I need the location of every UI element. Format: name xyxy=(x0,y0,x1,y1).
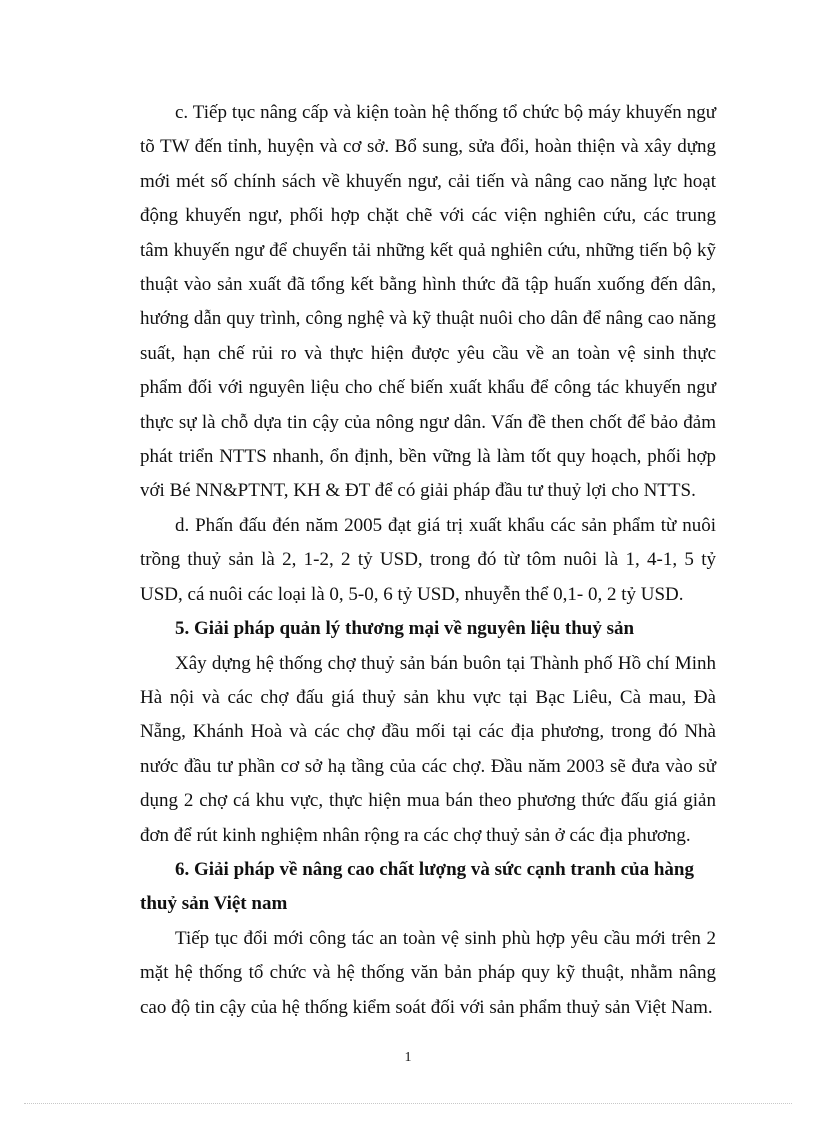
paragraph-section-5: Xây dựng hệ thống chợ thuỷ sản bán buôn tại Thành phố Hồ chí Minh Hà nội và các chợ đấu giá thuỷ sản khu vực tại Bạc Liêu, Cà mau, Đà Nẵng, Khánh Hoà và các chợ đầu mối tại các địa phương, trong đó Nhà nước đầu tư phần cơ sở hạ tầng của các chợ. Đầu năm 2003 sẽ đưa vào sử dụng 2 chợ cá khu vực, thực hiện mua bán theo phương thức đấu giá giản đơn để rút kinh nghiệm nhân rộng ra các chợ thuỷ sản ở các địa phương. xyxy=(140,652,716,846)
heading-section-5: 5. Giải pháp quản lý thương mại về nguyên liệu thuỷ sản xyxy=(175,618,635,640)
footer-divider xyxy=(24,1103,792,1104)
heading-section-6: 6. Giải pháp về nâng cao chất lượng và sức cạnh tranh của hàng thuỷ sản Việt nam xyxy=(140,858,694,915)
page-number: 1 xyxy=(404,1050,412,1065)
paragraph-section-6: Tiếp tục đổi mới công tác an toàn vệ sinh phù hợp yêu cầu mới trên 2 mặt hệ thống tổ chức và hệ thống văn bản pháp quy kỹ thuật, nhằm nâng cao độ tin cậy của hệ thống kiểm soát đối với sản phẩm thuỷ sản Việt Nam. xyxy=(140,927,716,1018)
paragraph-c: c. Tiếp tục nâng cấp và kiện toàn hệ thống tổ chức bộ máy khuyến ngư tõ TW đến tỉnh, huyện và cơ sở. Bổ sung, sửa đổi, hoàn thiện và xây dựng mới mét số chính sách về khuyến ngư, cải tiến và nâng cao năng lực hoạt động khuyến ngư, phối hợp chặt chẽ với các viện nghiên cứu, các trung tâm khuyến ngư để chuyển tải những kết quả nghiên cứu, những tiến bộ kỹ thuật vào sản xuất đã tổng kết bằng hình thức đã tập huấn xuống đến dân, hướng dẫn quy trình, công nghệ và kỹ thuật nuôi cho dân để nâng cao năng suất, hạn chế rủi ro và thực hiện được yêu cầu về an toàn vệ sinh thực phẩm đối với nguyên liệu cho chế biến xuất khẩu để công tác khuyến ngư thực sự là chỗ dựa tin cậy của nông ngư dân. Vấn đề then chốt để bảo đảm phát triển NTTS nhanh, ổn định, bền vững là làm tốt quy hoạch, phối hợp với Bé NN&PTNT, KH & ĐT để có giải pháp đầu tư thuỷ lợi cho NTTS. xyxy=(140,102,716,502)
document-page xyxy=(140,96,716,1025)
paragraph-d: d. Phấn đấu đén năm 2005 đạt giá trị xuất khẩu các sản phẩm từ nuôi trồng thuỷ sản là 2, 1-2, 2 tỷ USD, trong đó từ tôm nuôi là 1, 4-1, 5 tỷ USD, cá nuôi các loại là 0, 5-0, 6 tỷ USD, nhuyễn thể 0,1- 0, 2 tỷ USD. xyxy=(140,514,716,605)
